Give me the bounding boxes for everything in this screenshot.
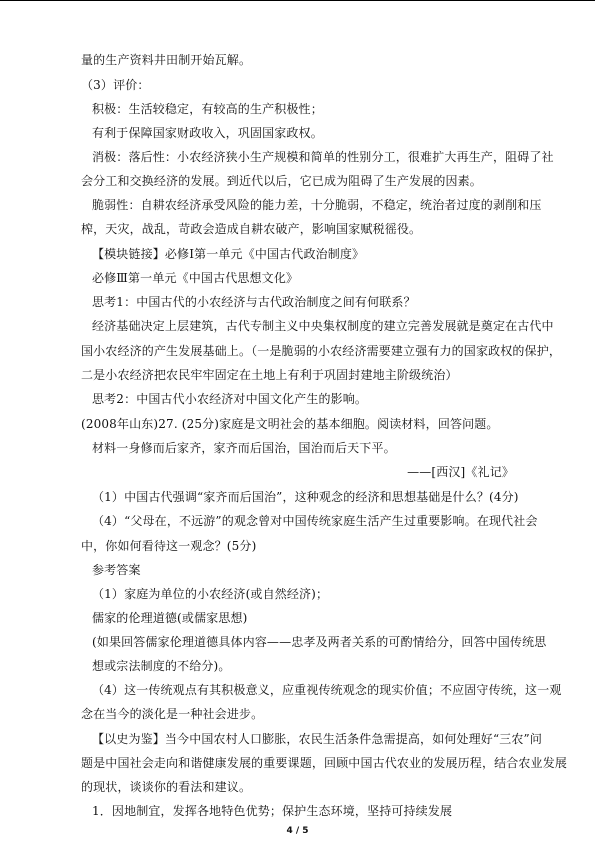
text-line: 二是小农经济把农民牢牢固定在土地上有利于巩固封建地主阶级统治）: [81, 368, 458, 382]
text-line: 有利于保障国家财政收入，巩固国家政权。: [92, 126, 323, 140]
text-line: 思考1：中国古代的小农经济与古代政治制度之间有何联系？: [92, 295, 416, 309]
module-link-heading: 【模块链接】必修Ⅰ第一单元《中国古代政治制度》: [92, 247, 365, 261]
text-line: 儒家的伦理道德(或儒家思想): [92, 611, 248, 625]
text-line: 脆弱性：自耕农经济承受风险的能力差，十分脆弱，不稳定，统治者过度的剥削和压: [92, 198, 542, 212]
text-line: 想或宗法制度的不给分)。: [92, 659, 231, 673]
text-line: 的现状，谈谈你的看法和建议。: [81, 780, 252, 794]
text-line: 思考2：中国古代小农经济对中国文化产生的影响。: [92, 392, 368, 406]
text-line: 积极：生活较稳定，有较高的生产积极性；: [92, 102, 323, 116]
answer-heading: 参考答案: [92, 563, 141, 577]
text-line: （4）“父母在，不远游”的观念曾对中国传统家庭生活产生过重要影响。在现代社会: [92, 514, 538, 528]
citation: ——[西汉]《礼记》: [407, 465, 514, 479]
text-line: 材料一身修而后家齐，家齐而后国治，国治而后天下平。: [92, 441, 396, 455]
lesson-heading: 【以史为鉴】当今中国农村人口膨胀，农民生活条件急需提高，如何处理好“三农”问: [92, 732, 542, 746]
question-heading: (2008年山东)27. (25分)家庭是文明社会的基本细胞。阅读材料，回答问题。: [81, 417, 499, 431]
text-line: 题是中国社会走向和谐健康发展的重要课题，回顾中国古代农业的发展历程，结合农业发展: [81, 756, 568, 770]
text-line: 消极：落后性：小农经济狭小生产规模和简单的性别分工，很难扩大再生产，阻碍了社: [92, 150, 554, 164]
top-rule: [0, 0, 595, 1]
text-line: （1）家庭为单位的小农经济(或自然经济)；: [92, 587, 329, 601]
text-line: (如果回答儒家伦理道德具体内容——忠孝及两者关系的可酌情给分，回答中国传统思: [92, 635, 547, 649]
text-line: 中，你如何看待这一观念？(5分): [81, 539, 257, 553]
text-line: 经济基础决定上层建筑，古代专制主义中央集权制度的建立完善发展就是奠定在古代中: [92, 319, 554, 333]
text-line: 念在当今的淡化是一种社会进步。: [81, 707, 264, 721]
text-line: （1）中国古代强调“家齐而后国治”，这种观念的经济和思想基础是什么？(4分): [92, 490, 519, 504]
text-line: （3）评价：: [81, 78, 150, 92]
text-line: 必修Ⅲ第一单元《中国古代思想文化》: [92, 271, 299, 285]
text-line: 榨，天灾，战乱，苛政会造成自耕农破产，影响国家赋税徭役。: [81, 222, 422, 236]
text-line: 国小农经济的产生发展基础上。（一是脆弱的小农经济需要建立强有力的国家政权的保护，: [81, 344, 562, 358]
text-line: 1．因地制宜，发挥各地特色优势；保护生态环境，坚持可持续发展: [92, 804, 453, 818]
text-line: 会分工和交换经济的发展。到近代以后，它已成为阻碍了生产发展的因素。: [81, 174, 482, 188]
page-number: 4 / 5: [286, 826, 309, 836]
text-line: （4）这一传统观点有其积极意义，应重视传统观念的现实价值；不应固守传统，这一观: [92, 683, 562, 697]
text-line: 量的生产资料井田制开始瓦解。: [81, 53, 252, 67]
